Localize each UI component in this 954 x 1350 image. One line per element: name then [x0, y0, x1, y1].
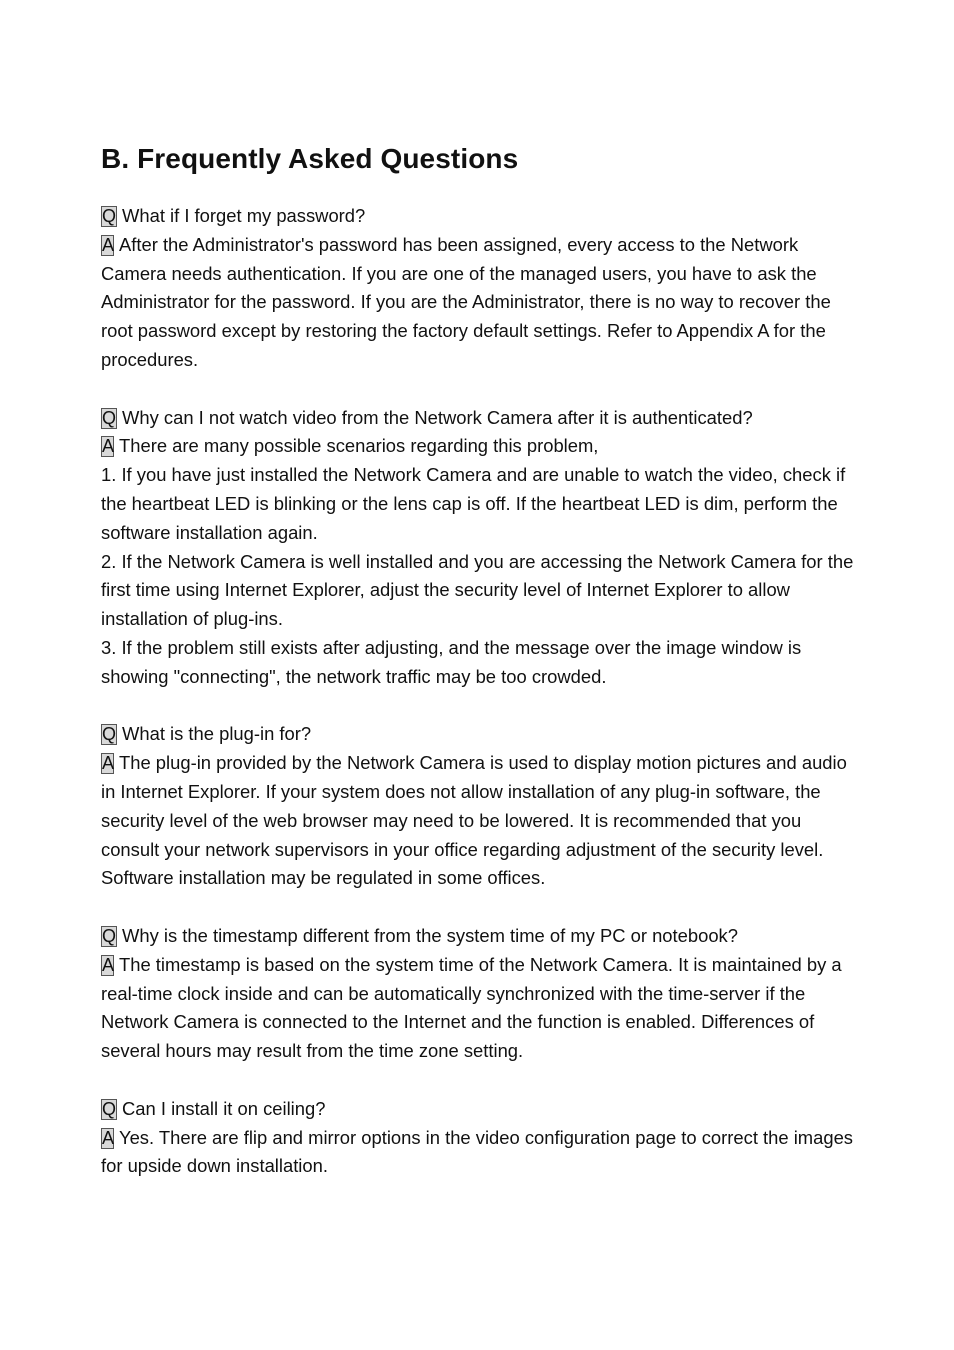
answer-text: The plug-in provided by the Network Camera is used to display motion pictures and audio in Internet Explorer. If your system does not allow installation of any plug-in software, the security level of the web browser may need to be lowered. It is recommended that you consult your network supervisors in your office regarding adjustment of the security level. Software installation may be regulated in some offices. — [101, 752, 847, 889]
answer-marker: A — [102, 436, 115, 457]
faq-item-plugin — [101, 720, 861, 893]
answer-marker: A — [102, 234, 115, 255]
faq-question — [101, 720, 861, 749]
answer-text: Yes. There are flip and mirror options in the video configuration page to correct the images for upside down installation. — [101, 1126, 853, 1177]
faq-answer — [101, 432, 861, 461]
faq-question — [101, 1095, 861, 1124]
answer-text: After the Administrator's password has been assigned, every access to the Network Camera needs authentication. If you are one of the managed users, you have to ask the Administrator for the password. If you are the Administrator, there is no way to recover the root password except by restoring the factory default settings. Refer to Appendix A for the procedures. — [101, 233, 831, 370]
question-text: Why can I not watch video from the Network Camera after it is authenticated? — [122, 406, 753, 428]
answer-text: The timestamp is based on the system time of the Network Camera. It is maintained by a real-time clock inside and can be automatically synchronized with the time-server if the Network Camera is connected to the Internet and the function is enabled. Differences of several hours may result from the time zone setting. — [101, 953, 842, 1062]
document-page — [101, 140, 861, 1210]
faq-item-password — [101, 202, 861, 375]
answer-list-item: 2. If the Network Camera is well installed and you are accessing the Network Camera for the first time using Internet Explorer, adjust the security level of Internet Explorer to allow installation of plug-ins. — [101, 550, 854, 630]
page-title: B. Frequently Asked Questions — [101, 143, 519, 174]
answer-list-item: 3. If the problem still exists after adjusting, and the message over the image window is showing "connecting", the network traffic may be too crowded. — [101, 636, 802, 687]
faq-item-timestamp — [101, 922, 861, 1066]
faq-question — [101, 404, 861, 433]
question-text: What is the plug-in for? — [122, 723, 312, 745]
answer-marker: A — [102, 753, 115, 774]
answer-list-item: 1. If you have just installed the Network Camera and are unable to watch the video, check if the heartbeat LED is blinking or the lens cap is off. If the heartbeat LED is dim, perform the software installation again. — [101, 464, 846, 543]
faq-question — [101, 922, 861, 951]
faq-answer — [101, 749, 861, 893]
question-marker: Q — [102, 724, 117, 745]
answer-marker: A — [102, 1127, 115, 1148]
question-marker: Q — [102, 1098, 117, 1119]
faq-answer — [101, 1124, 861, 1182]
question-text: What if I forget my password? — [122, 205, 366, 226]
faq-answer — [101, 231, 861, 375]
question-marker: Q — [102, 206, 117, 226]
question-marker: Q — [102, 925, 117, 946]
faq-question — [101, 202, 861, 231]
question-text: Why is the timestamp different from the system time of my PC or notebook? — [122, 924, 738, 946]
question-marker: Q — [102, 407, 117, 428]
faq-answer — [101, 951, 861, 1066]
question-text: Can I install it on ceiling? — [122, 1097, 326, 1119]
faq-item-ceiling — [101, 1095, 861, 1181]
answer-text: There are many possible scenarios regarding this problem, — [119, 435, 599, 457]
answer-marker: A — [102, 954, 115, 975]
faq-item-video — [101, 404, 861, 692]
